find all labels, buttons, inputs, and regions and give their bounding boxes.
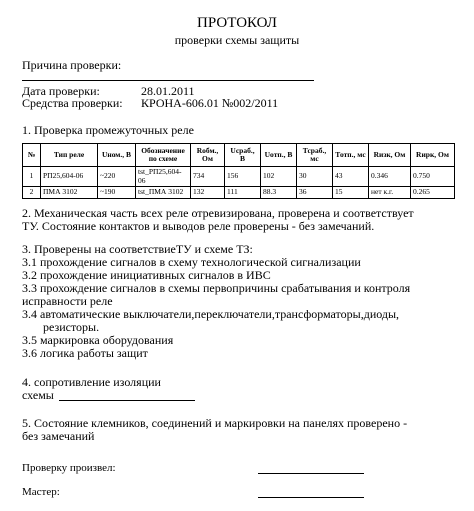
table-cell: ~220	[98, 167, 136, 187]
tools-value: КРОНА-606.01 №002/2011	[141, 96, 279, 110]
table-row	[23, 167, 455, 187]
reason-label: Причина проверки:	[22, 58, 122, 72]
table-cell: 30	[297, 167, 333, 187]
relay-table	[22, 143, 455, 199]
section3-item: 3.4 автоматические выключатели,переключатели,трансформаторы,диоды,	[22, 307, 400, 321]
checked-by-signature-line	[258, 473, 364, 474]
table-cell: 1	[23, 167, 41, 187]
table-cell: 36	[297, 187, 333, 199]
section2-line2: ТУ. Состояние контактов и выводов реле проверены - без замечаний.	[22, 219, 375, 233]
section2-line1: 2. Механическая часть всех реле отревизирована, проверена и соответствует	[22, 206, 414, 220]
column-header: Обозначение по схеме	[136, 144, 191, 167]
table-cell: 132	[191, 187, 225, 199]
section3-heading: 3. Проверены на соответствиеТУ и схеме ТЗ:	[22, 242, 253, 256]
table-cell: 0.346	[369, 167, 411, 187]
table-cell: tst_РП25,604-06	[136, 167, 191, 187]
master-signature-line	[258, 497, 364, 498]
insulation-underline	[59, 400, 195, 401]
table-cell: 156	[225, 167, 261, 187]
table-cell: tst_ПМА 3102	[136, 187, 191, 199]
column-header: Тип реле	[41, 144, 98, 167]
section4-line2: схемы	[22, 388, 54, 402]
table-cell: 43	[333, 167, 369, 187]
date-value: 28.01.2011	[141, 84, 195, 98]
table-cell: 88.3	[261, 187, 297, 199]
column-header: №	[23, 144, 41, 167]
table-cell: 0.750	[411, 167, 455, 187]
table-cell: ПМА 3102	[41, 187, 98, 199]
column-header: Rирк, Ом	[411, 144, 455, 167]
column-header: Uном., В	[98, 144, 136, 167]
master-label: Мастер:	[22, 486, 60, 498]
section5-line1: 5. Состояние клемников, соединений и маркировки на панелях проверено -	[22, 416, 408, 430]
section3-item: 3.3 прохождение сигналов в схемы первопричины срабатывания и контроля	[22, 281, 411, 295]
table-row	[23, 187, 455, 199]
section1-heading: 1. Проверка промежуточных реле	[22, 123, 194, 137]
table-cell: нет к.г.	[369, 187, 411, 199]
table-cell: 0.265	[411, 187, 455, 199]
column-header: Rизк, Ом	[369, 144, 411, 167]
checked-by-label: Проверку произвел:	[22, 462, 116, 474]
section3-item: 3.2 прохождение инициативных сигналов в ИВС	[22, 268, 271, 282]
reason-underline	[22, 80, 314, 81]
column-header: Uсраб., В	[225, 144, 261, 167]
section3-item: резисторы.	[22, 320, 100, 334]
table-header-row	[23, 144, 455, 167]
table-cell: 15	[333, 187, 369, 199]
column-header: Тсраб., мс	[297, 144, 333, 167]
column-header: Rобм., Ом	[191, 144, 225, 167]
table-cell: ~190	[98, 187, 136, 199]
section3-item: 3.5 маркировка оборудования	[22, 333, 174, 347]
section3-item: исправности реле	[22, 294, 113, 308]
section3-item: 3.1 прохождение сигналов в схему технологической сигнализации	[22, 255, 361, 269]
table-cell: 2	[23, 187, 41, 199]
table-cell: РП25,604-06	[41, 167, 98, 187]
column-header: Uотп., В	[261, 144, 297, 167]
column-header: Тотп., мс	[333, 144, 369, 167]
section5-line2: без замечаний	[22, 429, 95, 443]
table-cell: 102	[261, 167, 297, 187]
date-label: Дата проверки:	[22, 84, 100, 98]
document-subtitle: проверки схемы защиты	[174, 33, 300, 47]
table-cell: 734	[191, 167, 225, 187]
section3-item: 3.6 логика работы защит	[22, 346, 148, 360]
document-title: ПРОТОКОЛ	[197, 15, 277, 31]
table-cell: 111	[225, 187, 261, 199]
tools-label: Средства проверки:	[22, 96, 123, 110]
section4-line1: 4. сопротивление изоляции	[22, 375, 161, 389]
